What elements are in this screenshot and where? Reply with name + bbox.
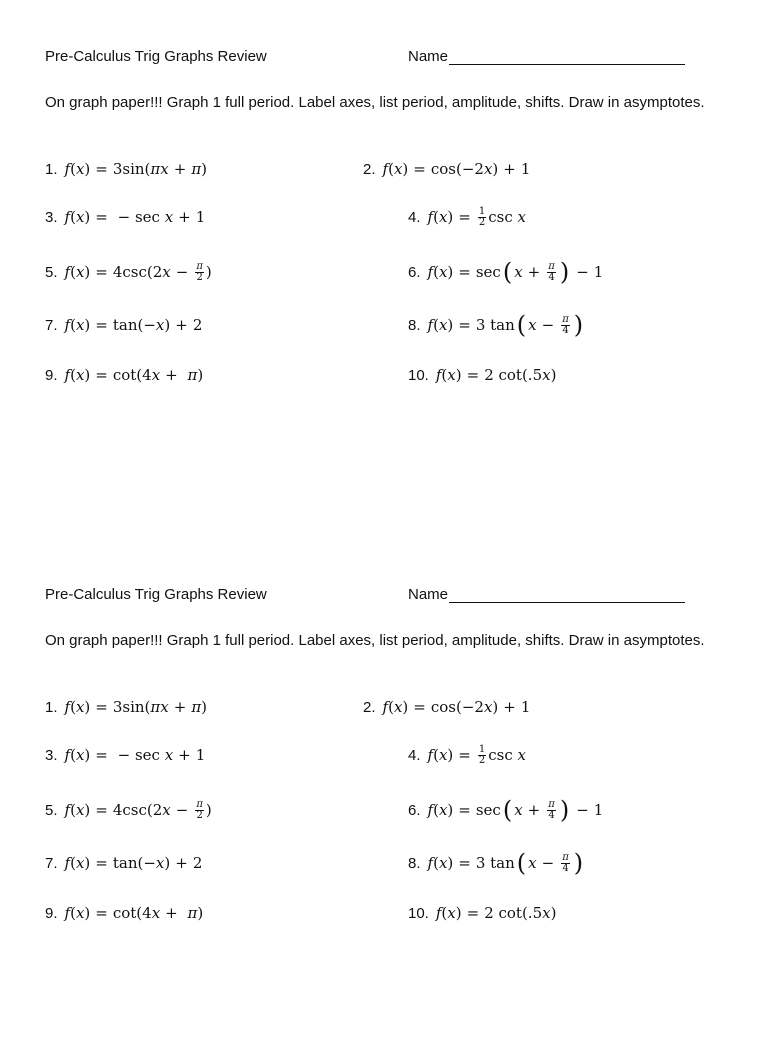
problem-number: 6. xyxy=(408,801,421,819)
problem-7 xyxy=(45,850,202,876)
problem-1-equation: f ( x ) = 3sin( πx + π ) xyxy=(64,698,208,716)
problem-number: 2. xyxy=(363,160,376,178)
problem-2 xyxy=(363,694,530,720)
problem-6 xyxy=(408,797,603,823)
problem-1 xyxy=(45,694,207,720)
instructions: On graph paper!!! Graph 1 full period. Label axes, list period, amplitude, shifts. Draw in asymptotes. xyxy=(45,632,705,649)
problem-9-equation: f ( x ) = cot(4 x + π ) xyxy=(64,904,204,922)
problem-6 xyxy=(408,259,603,285)
problem-number: 9. xyxy=(45,904,58,922)
problem-10-equation: f ( x ) = 2 cot(.5 x ) xyxy=(435,904,557,922)
problem-number: 1. xyxy=(45,160,58,178)
problem-8 xyxy=(408,312,585,338)
name-label: Name xyxy=(408,48,449,65)
problem-8 xyxy=(408,850,585,876)
problem-7-equation: f ( x ) = tan(− x ) + 2 xyxy=(64,854,203,872)
problem-2 xyxy=(363,156,530,182)
problem-2-equation: f ( x ) = cos(−2 x ) + 1 xyxy=(382,160,531,178)
problem-number: 10. xyxy=(408,904,429,922)
name-field[interactable] xyxy=(408,48,685,65)
problem-number: 4. xyxy=(408,746,421,764)
problem-number: 1. xyxy=(45,698,58,716)
problem-4-equation: f ( x ) = $\frac{1}{2}$ csc x xyxy=(427,205,526,228)
problem-9 xyxy=(45,362,203,388)
problem-number: 5. xyxy=(45,801,58,819)
problem-3 xyxy=(45,204,205,230)
problem-10 xyxy=(408,900,556,926)
name-field[interactable] xyxy=(408,586,685,603)
worksheet-title: Pre-Calculus Trig Graphs Review xyxy=(45,586,267,603)
problem-4 xyxy=(408,742,526,768)
problem-6-equation: f ( x ) = sec ( x + $\frac{\pi}{4}$ ) − 1 xyxy=(427,796,604,824)
worksheet-top xyxy=(0,0,770,512)
worksheet-title: Pre-Calculus Trig Graphs Review xyxy=(45,48,267,65)
problem-10 xyxy=(408,362,556,388)
problem-5-equation: f ( x ) = 4csc(2 x − $\frac{\pi}{2}$ ) xyxy=(64,260,212,283)
problem-5 xyxy=(45,797,212,823)
problem-8-equation: f ( x ) = 3 tan ( x − $\frac{\pi}{4}$ ) xyxy=(427,849,584,877)
problem-number: 2. xyxy=(363,698,376,716)
problem-number: 7. xyxy=(45,316,58,334)
problem-number: 5. xyxy=(45,263,58,281)
problem-3-equation: f ( x ) = − sec x + 1 xyxy=(64,208,206,226)
problem-number: 4. xyxy=(408,208,421,226)
problem-9-equation: f ( x ) = cot(4 x + π ) xyxy=(64,366,204,384)
instructions: On graph paper!!! Graph 1 full period. Label axes, list period, amplitude, shifts. Draw in asymptotes. xyxy=(45,94,705,111)
problem-10-equation: f ( x ) = 2 cot(.5 x ) xyxy=(435,366,557,384)
problem-number: 9. xyxy=(45,366,58,384)
problem-7 xyxy=(45,312,202,338)
problem-number: 8. xyxy=(408,854,421,872)
problem-2-equation: f ( x ) = cos(−2 x ) + 1 xyxy=(382,698,531,716)
problem-4 xyxy=(408,204,526,230)
problem-8-equation: f ( x ) = 3 tan ( x − $\frac{\pi}{4}$ ) xyxy=(427,311,584,339)
worksheet-bottom xyxy=(0,538,770,1050)
problem-4-equation: f ( x ) = $\frac{1}{2}$ csc x xyxy=(427,743,526,766)
name-blank-line[interactable] xyxy=(449,48,685,65)
problem-number: 6. xyxy=(408,263,421,281)
problem-1 xyxy=(45,156,207,182)
problem-number: 10. xyxy=(408,366,429,384)
problem-5-equation: f ( x ) = 4csc(2 x − $\frac{\pi}{2}$ ) xyxy=(64,798,212,821)
problem-6-equation: f ( x ) = sec ( x + $\frac{\pi}{4}$ ) − 1 xyxy=(427,258,604,286)
name-label: Name xyxy=(408,586,449,603)
problem-3 xyxy=(45,742,205,768)
problem-1-equation: f ( x ) = 3sin( πx + π ) xyxy=(64,160,208,178)
problem-3-equation: f ( x ) = − sec x + 1 xyxy=(64,746,206,764)
name-blank-line[interactable] xyxy=(449,586,685,603)
problem-number: 8. xyxy=(408,316,421,334)
problem-9 xyxy=(45,900,203,926)
problem-7-equation: f ( x ) = tan(− x ) + 2 xyxy=(64,316,203,334)
problem-number: 3. xyxy=(45,746,58,764)
problem-5 xyxy=(45,259,212,285)
problem-number: 7. xyxy=(45,854,58,872)
problem-number: 3. xyxy=(45,208,58,226)
